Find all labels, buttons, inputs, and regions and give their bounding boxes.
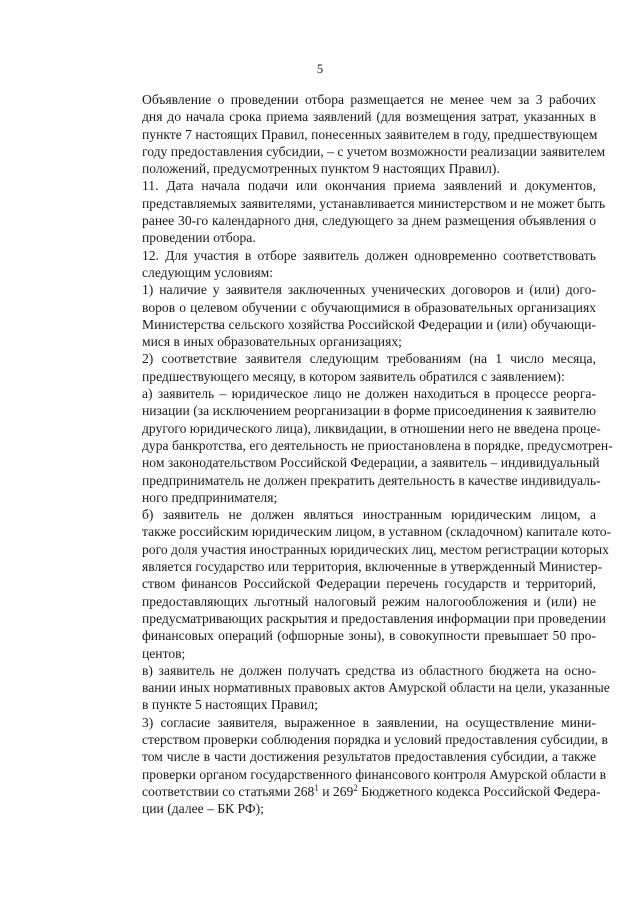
text-fragment: Бюджетного кодекса Российской Федера- [357,783,601,799]
text-line: ством финансов Российской Федерации перечень государств и территорий, [142,576,596,592]
paragraph-item-12-3 [107,714,608,818]
text-line: Объявление о проведении отбора размещается не менее чем за 3 рабочих [142,92,596,107]
text-line: рого доля участия иностранных юридических лиц, местом регистрации которых [142,541,609,557]
text-line: также российским юридическим лицом, в уставном (складочном) капитале кото- [142,524,612,540]
paragraph-item-12-2-b [107,506,612,662]
text-line: является государство или территория, включенные в утвержденный Министер- [142,559,603,575]
text-line: 3) согласие заявителя, выраженное в заявлении, на осуществление мини- [142,714,596,730]
text-line: в) заявитель не должен получать средства из областного бюджета на осно- [142,662,596,678]
text-line: финансовых операций (офшорные зоны), в совокупности превышает 50 про- [142,628,596,644]
text-line: в пункте 5 настоящих Правил; [142,697,318,713]
paragraph-announcement [107,91,606,177]
paragraph-item-12-2 [107,350,596,385]
text-line: воров о целевом обучении с обучающимися в образовательных организациях [142,299,596,315]
text-fragment: и 269 [318,783,354,799]
text-line: дня до начала срока приема заявлений (для возмещения затрат, указанных в [142,109,596,125]
text-line: проведении отбора. [142,230,256,246]
text-line: 2) соответствие заявителя следующим требованиям (на 1 число месяца, [142,351,596,367]
text-line: мися в иных образовательных организациях; [142,334,402,350]
paragraph-item-12-2-a [107,385,613,506]
text-line: вании иных нормативных правовых актов Амурской области на цели, указанные [142,680,610,696]
text-line: положений, предусмотренных пунктом 9 настоящих Правил). [142,161,500,177]
text-line: предоставляющих льготный налоговый режим налогообложения и (или) не [142,593,596,609]
text-fragment: соответствии со статьями 268 [142,783,315,799]
text-line: 1) наличие у заявителя заключенных ученических договоров и (или) дого- [142,282,596,298]
superscript-index: 2 [353,782,358,793]
text-line: ном законодательством Российской Федерации, а заявитель – индивидуальный [142,455,600,471]
superscript-index: 1 [314,782,319,793]
text-line-with-footnotes [107,782,601,800]
paragraph-item-12-2-v [107,662,610,714]
text-line: ции (далее – БК РФ); [142,801,264,817]
text-line: ранее 30-го календарного дня, следующего за днем размещения объявления о [142,213,596,229]
document-body [107,91,613,817]
text-line: представляемых заявителями, устанавливается министерством и не может быть [142,195,606,211]
text-line: том числе в части достижения результатов предоставления субсидии, а также [142,749,596,765]
text-line: а) заявитель – юридическое лицо не должен находиться в процессе реорга- [142,386,596,402]
text-line: проверки органом государственного финансового контроля Амурской области в [142,766,607,782]
text-line: центов; [142,645,186,661]
text-line: предусматривающих раскрытия и предоставления информации при проведении [142,610,606,626]
text-line: б) заявитель не должен являться иностранным юридическим лицом, а [142,507,596,523]
text-line: предшествующего месяцу, в котором заявитель обратился с заявлением): [142,368,565,384]
text-line: предприниматель не должен прекратить деятельность в качестве индивидуаль- [142,472,601,488]
paragraph-item-12-1 [107,281,596,350]
text-line: низации (за исключением реорганизации в форме присоединения к заявителю [142,403,596,419]
text-line: стерством проверки соблюдения порядка и условий предоставления субсидии, в [142,731,608,747]
page-number: 5 [316,62,324,76]
text-line: году предоставления субсидии, – с учетом возможности реализации заявителем [142,143,606,159]
paragraph-item-11 [107,177,606,246]
paragraph-item-12 [107,247,596,282]
text-line: ного предпринимателя; [142,489,278,505]
text-line: другого юридического лица), ликвидации, в отношении него не введена проце- [142,420,601,436]
text-line: 12. Для участия в отборе заявитель должен одновременно соответствовать [142,247,596,263]
text-line: Министерства сельского хозяйства Российской Федерации и (или) обучающи- [142,316,596,332]
text-line: следующим условиям: [142,264,274,280]
text-line: дура банкротства, его деятельность не приостановлена в порядке, предусмотрен- [142,437,613,453]
text-line: пункте 7 настоящих Правил, понесенных заявителем в году, предшествующем [142,126,598,142]
text-line: 11. Дата начала подачи или окончания приема заявлений и документов, [142,178,596,194]
